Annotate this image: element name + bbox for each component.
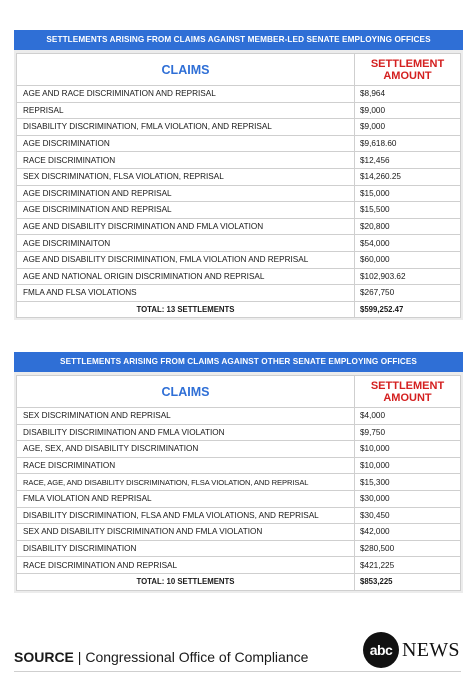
amount-cell: $9,750 (355, 424, 461, 441)
table-row (17, 251, 461, 268)
table-row (17, 119, 461, 136)
claim-cell: RACE DISCRIMINATION AND REPRISAL (17, 557, 355, 574)
table-row (17, 135, 461, 152)
claim-cell: AGE DISCRIMINATION AND REPRISAL (17, 202, 355, 219)
claim-cell: SEX DISCRIMINATION AND REPRISAL (17, 408, 355, 425)
table-row (17, 457, 461, 474)
amount-cell: $30,000 (355, 490, 461, 507)
amount-cell: $421,225 (355, 557, 461, 574)
source-credit (14, 649, 308, 665)
amount-cell: $9,000 (355, 119, 461, 136)
amount-cell: $30,450 (355, 507, 461, 524)
claim-cell: AGE AND RACE DISCRIMINATION AND REPRISAL (17, 86, 355, 103)
claim-cell: FMLA AND FLSA VIOLATIONS (17, 285, 355, 302)
table-row (17, 185, 461, 202)
table-row (17, 424, 461, 441)
claim-cell: SEX AND DISABILITY DISCRIMINATION AND FMLA VIOLATION (17, 524, 355, 541)
claims-column-header: CLAIMS (17, 376, 355, 408)
table-row (17, 235, 461, 252)
total-amount: $853,225 (355, 573, 461, 590)
table-row (17, 441, 461, 458)
source-separator: | (77, 649, 82, 665)
total-label: TOTAL: 10 SETTLEMENTS (17, 573, 355, 590)
table-row (17, 202, 461, 219)
amount-cell: $8,964 (355, 86, 461, 103)
table-row (17, 168, 461, 185)
claim-cell: DISABILITY DISCRIMINATION AND FMLA VIOLATION (17, 424, 355, 441)
table-row (17, 152, 461, 169)
amount-cell: $15,000 (355, 185, 461, 202)
source-label: SOURCE (14, 649, 74, 665)
footer-divider (14, 671, 461, 672)
table-row (17, 507, 461, 524)
table-row (17, 285, 461, 302)
source-text: Congressional Office of Compliance (85, 649, 309, 665)
claim-cell: AGE AND NATIONAL ORIGIN DISCRIMINATION AND REPRISAL (17, 268, 355, 285)
abc-news-logo (363, 632, 463, 668)
claim-cell: AGE, SEX, AND DISABILITY DISCRIMINATION (17, 441, 355, 458)
claim-cell: DISABILITY DISCRIMINATION (17, 540, 355, 557)
table-row (17, 524, 461, 541)
amount-cell: $42,000 (355, 524, 461, 541)
amount-cell: $9,000 (355, 102, 461, 119)
table-title: SETTLEMENTS ARISING FROM CLAIMS AGAINST OTHER SENATE EMPLOYING OFFICES (14, 352, 463, 372)
amount-cell: $10,000 (355, 441, 461, 458)
table-row (17, 474, 461, 491)
amount-cell: $9,618.60 (355, 135, 461, 152)
amount-cell: $102,903.62 (355, 268, 461, 285)
amount-header-line2: AMOUNT (383, 391, 432, 404)
claim-cell: RACE DISCRIMINATION (17, 457, 355, 474)
claim-cell: AGE AND DISABILITY DISCRIMINATION, FMLA VIOLATION AND REPRISAL (17, 251, 355, 268)
amount-cell: $14,260.25 (355, 168, 461, 185)
claim-cell: AGE AND DISABILITY DISCRIMINATION AND FMLA VIOLATION (17, 218, 355, 235)
table-row (17, 218, 461, 235)
other-offices-settlements-table (14, 352, 463, 593)
amount-cell: $60,000 (355, 251, 461, 268)
amount-cell: $20,800 (355, 218, 461, 235)
table-row (17, 557, 461, 574)
amount-cell: $4,000 (355, 408, 461, 425)
claim-cell: FMLA VIOLATION AND REPRISAL (17, 490, 355, 507)
amount-cell: $15,500 (355, 202, 461, 219)
total-row (17, 573, 461, 590)
total-amount: $599,252.47 (355, 301, 461, 318)
total-label: TOTAL: 13 SETTLEMENTS (17, 301, 355, 318)
table-row (17, 86, 461, 103)
amount-cell: $12,456 (355, 152, 461, 169)
amount-header-line1: SETTLEMENT (370, 57, 445, 70)
news-wordmark: NEWS (402, 639, 460, 661)
abc-logo-mark: abc (363, 632, 399, 668)
amount-cell: $280,500 (355, 540, 461, 557)
claim-cell: DISABILITY DISCRIMINATION, FMLA VIOLATION, AND REPRISAL (17, 119, 355, 136)
amount-column-header (355, 54, 461, 86)
table-row (17, 540, 461, 557)
table-row (17, 408, 461, 425)
table-title: SETTLEMENTS ARISING FROM CLAIMS AGAINST MEMBER-LED SENATE EMPLOYING OFFICES (14, 30, 463, 50)
amount-cell: $54,000 (355, 235, 461, 252)
table-row (17, 490, 461, 507)
amount-cell: $267,750 (355, 285, 461, 302)
total-row (17, 301, 461, 318)
amount-column-header (355, 376, 461, 408)
claim-cell: RACE DISCRIMINATION (17, 152, 355, 169)
claim-cell: AGE DISCRIMINATION (17, 135, 355, 152)
claim-cell: AGE DISCRIMINAITON (17, 235, 355, 252)
claims-column-header: CLAIMS (17, 54, 355, 86)
claim-cell: SEX DISCRIMINATION, FLSA VIOLATION, REPRISAL (17, 168, 355, 185)
claim-cell: REPRISAL (17, 102, 355, 119)
claim-cell: DISABILITY DISCRIMINATION, FLSA AND FMLA VIOLATIONS, AND REPRISAL (17, 507, 355, 524)
member-led-settlements-table (14, 30, 463, 320)
amount-cell: $10,000 (355, 457, 461, 474)
amount-header-line2: AMOUNT (383, 69, 432, 82)
amount-cell: $15,300 (355, 474, 461, 491)
table-row (17, 102, 461, 119)
claim-cell: RACE, AGE, AND DISABILITY DISCRIMINATION, FLSA VIOLATION, AND REPRISAL (17, 474, 355, 491)
table-row (17, 268, 461, 285)
claim-cell: AGE DISCRIMINATION AND REPRISAL (17, 185, 355, 202)
amount-header-line1: SETTLEMENT (370, 379, 445, 392)
